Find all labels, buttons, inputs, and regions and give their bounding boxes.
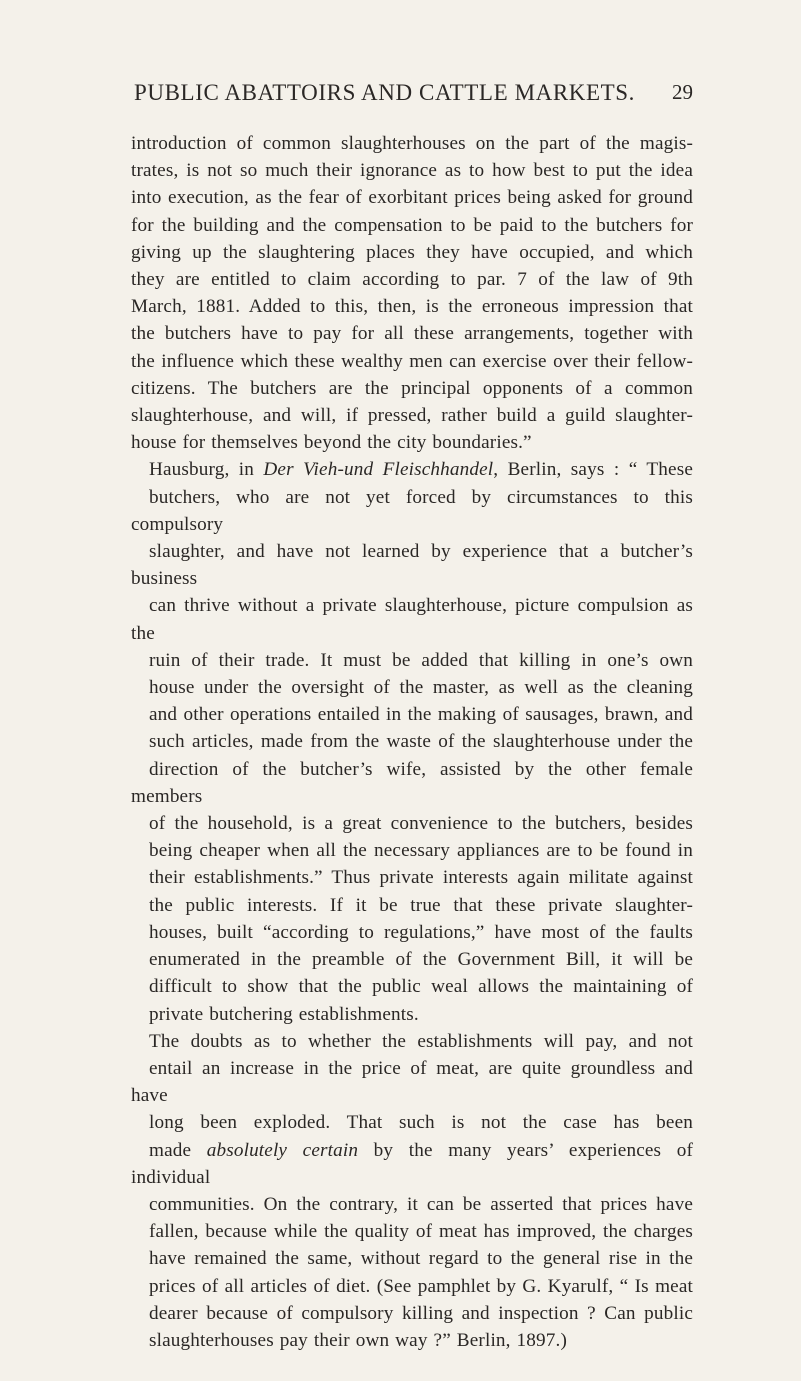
text-line: slaughterhouses pay their own way ?” Berlin, 1897.) bbox=[149, 1329, 568, 1351]
text-line: butchers, who are not yet forced by circumstances to this compulsory bbox=[131, 486, 693, 535]
text-line: the public interests. If it be true that these private slaughter- bbox=[149, 894, 693, 916]
text-line: the influence which these wealthy men can exercise over their fellow- bbox=[131, 350, 693, 372]
text-line: being cheaper when all the necessary appliances are to be found in bbox=[149, 840, 693, 862]
text-line: trates, is not so much their ignorance as to how best to put the idea bbox=[131, 160, 693, 182]
text-line: dearer because of compulsory killing and inspection ? Can public bbox=[149, 1302, 693, 1324]
text-line: prices of all articles of diet. (See pamphlet by G. Kyarulf, “ Is meat bbox=[149, 1275, 693, 1297]
text-line: house under the oversight of the master, as well as the cleaning bbox=[149, 677, 693, 699]
paragraph bbox=[131, 130, 693, 456]
running-head bbox=[118, 80, 693, 110]
text-line: and other operations entailed in the making of sausages, brawn, and bbox=[149, 704, 693, 726]
text-line: difficult to show that the public weal allows the maintaining of bbox=[149, 976, 693, 998]
text-line: enumerated in the preamble of the Government Bill, it will be bbox=[149, 949, 693, 971]
text-line: fallen, because while the quality of meat has improved, the charges bbox=[149, 1221, 693, 1243]
text-line: can thrive without a private slaughterhouse, picture compulsion as the bbox=[131, 595, 693, 644]
text-line: private butchering establishments. bbox=[149, 1003, 419, 1025]
text-line: direction of the butcher’s wife, assisted by the other female members bbox=[131, 758, 693, 807]
text-line: into execution, as the fear of exorbitant prices being asked for ground bbox=[131, 187, 693, 209]
text-line: of the household, is a great convenience to the butchers, besides bbox=[149, 813, 693, 835]
text-line: citizens. The butchers are the principal opponents of a common bbox=[131, 377, 693, 399]
text-line: for the building and the compensation to be paid to the butchers for bbox=[131, 214, 693, 236]
text-line: Hausburg, in Der Vieh-und Fleischhandel, Berlin, says : “ These bbox=[149, 459, 693, 481]
text-line: ruin of their trade. It must be added that killing in one’s own bbox=[149, 649, 693, 671]
text-line: they are entitled to claim according to par. 7 of the law of 9th bbox=[131, 269, 693, 291]
body-text bbox=[131, 130, 693, 1354]
text-line: house for themselves beyond the city boundaries.” bbox=[131, 432, 532, 454]
text-line: March, 1881. Added to this, then, is the erroneous impression that bbox=[131, 296, 693, 318]
text-line: The doubts as to whether the establishments will pay, and not bbox=[149, 1030, 693, 1052]
text-line: houses, built “according to regulations,” have most of the faults bbox=[149, 921, 693, 943]
paragraph bbox=[131, 456, 693, 1027]
text-line: communities. On the contrary, it can be asserted that prices have bbox=[149, 1193, 693, 1215]
text-line: giving up the slaughtering places they have occupied, and which bbox=[131, 241, 693, 263]
page-number: 29 bbox=[672, 80, 693, 104]
text-line: their establishments.” Thus private interests again militate against bbox=[149, 867, 693, 889]
text-line: introduction of common slaughterhouses on the part of the magis- bbox=[131, 133, 693, 154]
text-line: made absolutely certain by the many years’ experiences of individual bbox=[131, 1139, 693, 1188]
text-line: slaughter, and have not learned by experience that a butcher’s business bbox=[131, 541, 693, 590]
text-line: have remained the same, without regard to the general rise in the bbox=[149, 1248, 693, 1270]
text-line: entail an increase in the price of meat, are quite groundless and have bbox=[131, 1057, 693, 1107]
text-line: slaughterhouse, and will, if pressed, rather build a guild slaughter- bbox=[131, 405, 693, 427]
paragraph bbox=[131, 1028, 693, 1354]
text-line: such articles, made from the waste of the slaughterhouse under the bbox=[149, 731, 693, 753]
running-title: PUBLIC ABATTOIRS AND CATTLE MARKETS. bbox=[134, 80, 636, 105]
text-line: the butchers have to pay for all these arrangements, together with bbox=[131, 323, 693, 345]
text-line: long been exploded. That such is not the case has been bbox=[149, 1112, 693, 1134]
